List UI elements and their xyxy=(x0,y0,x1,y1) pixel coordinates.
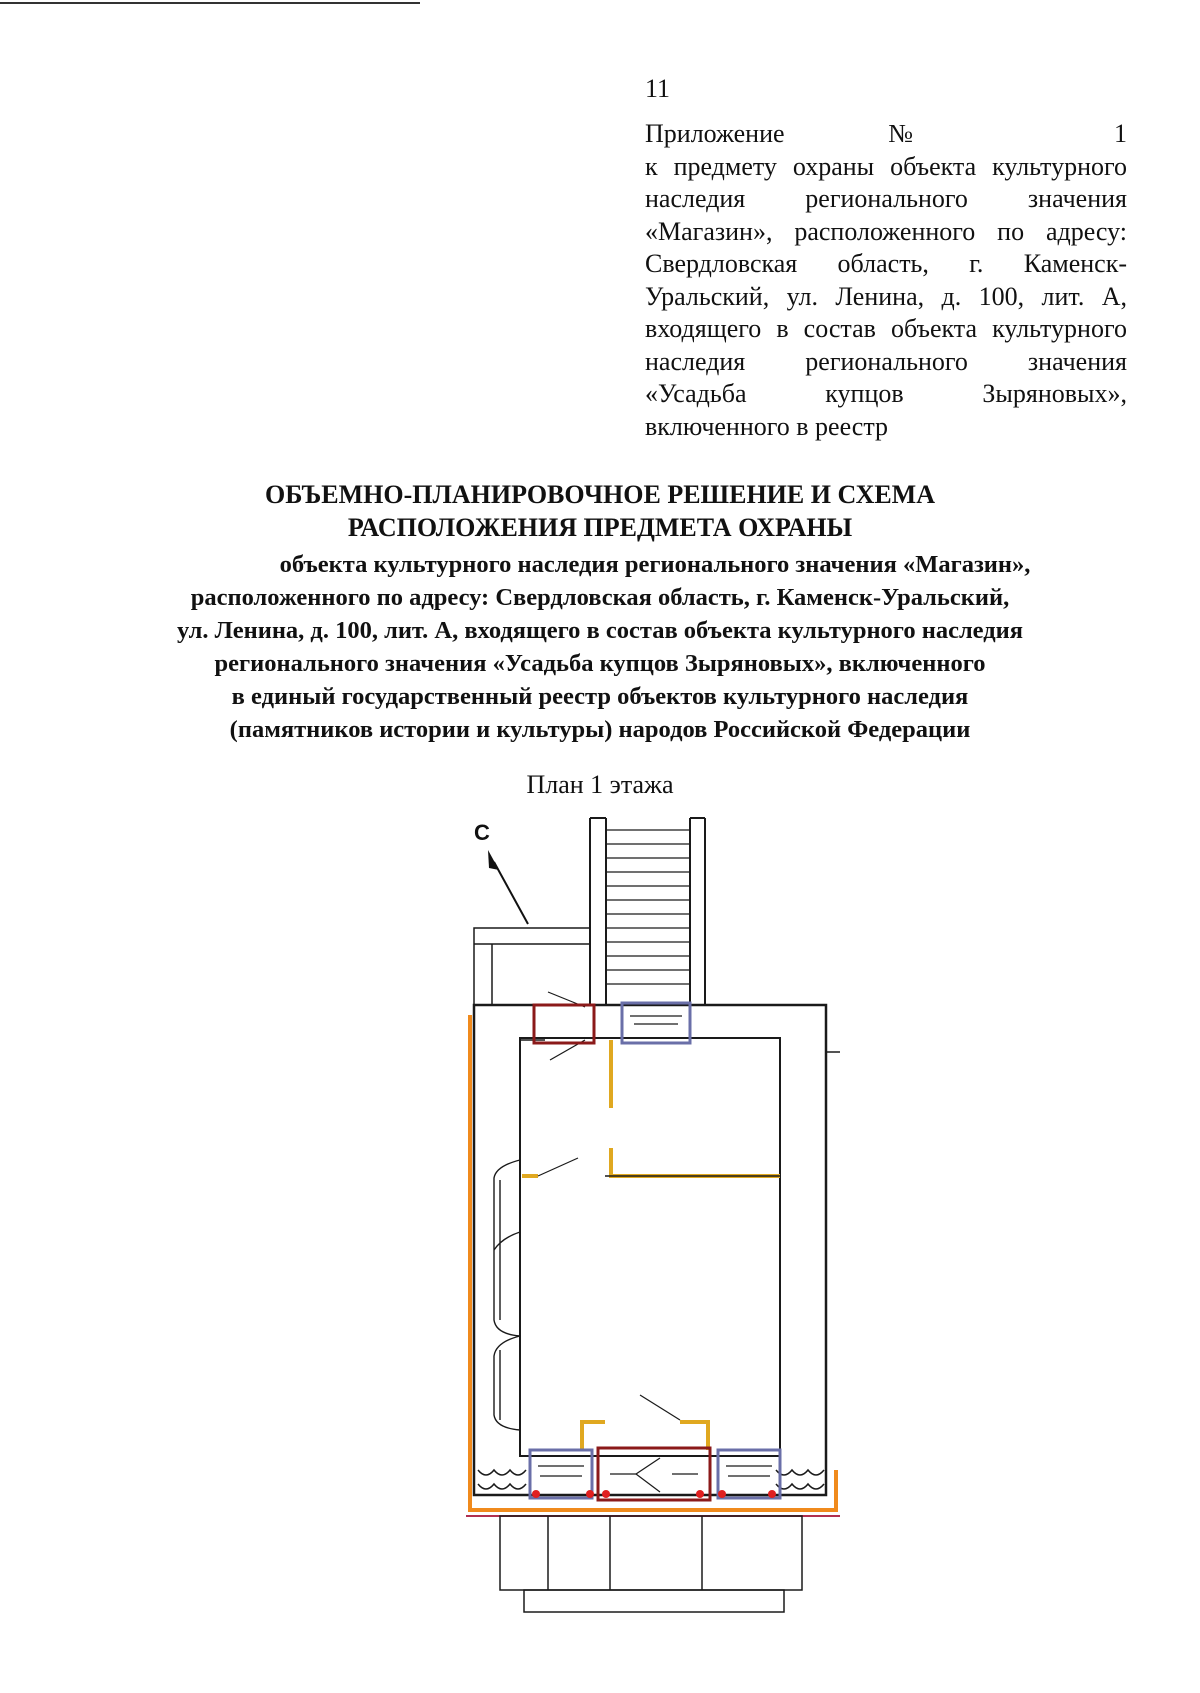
plan-caption: План 1 этажа xyxy=(526,770,674,799)
annex-line: включенного в реестр xyxy=(645,411,889,441)
north-arrow-shaft xyxy=(494,862,528,924)
window-frame-south-left xyxy=(530,1450,592,1498)
subtitle-line: в единый государственный реестр объектов культурного наследия xyxy=(231,683,969,710)
annex-line: Приложение № 1 xyxy=(645,119,1127,148)
title-line: РАСПОЛОЖЕНИЯ ПРЕДМЕТА ОХРАНЫ xyxy=(347,513,853,542)
page-number: 11 xyxy=(645,74,671,103)
inner-wall xyxy=(520,1038,780,1456)
annex-line: Свердловская область, г. Каменск- xyxy=(645,249,1127,278)
staircase xyxy=(590,818,705,1005)
interior-lines xyxy=(520,1040,780,1176)
porch-structure xyxy=(474,928,590,1005)
annex-line: «Усадьба купцов Зыряновых», xyxy=(645,379,1127,408)
subtitle-line: регионального значения «Усадьба купцов Зыряновых», включенного xyxy=(214,650,986,677)
annex-line: наследия регионального значения xyxy=(645,184,1127,213)
lower-porch xyxy=(500,1516,802,1612)
protected-outline xyxy=(470,1015,838,1512)
interior-partitions xyxy=(522,1040,780,1450)
subtitle-line: (памятников истории и культуры) народов Российской Федерации xyxy=(229,716,971,743)
left-window-niches xyxy=(494,1160,520,1430)
south-window-detail xyxy=(538,1458,772,1492)
annex-line: «Магазин», расположенного по адресу: xyxy=(645,216,1127,246)
annex-line: наследия регионального значения xyxy=(645,346,1127,376)
outer-wall xyxy=(474,1005,826,1495)
north-label: С xyxy=(474,820,490,845)
title-line: ОБЪЕМНО-ПЛАНИРОВОЧНОЕ РЕШЕНИЕ И СХЕМА xyxy=(264,480,936,509)
annex-line: к предмету охраны объекта культурного xyxy=(645,151,1127,181)
subtitle-line: ул. Ленина, д. 100, лит. А, входящего в состав объекта культурного наследия xyxy=(176,617,1023,644)
north-window-detail xyxy=(630,1016,682,1024)
subtitle-line: объекта культурного наследия регионального значения «Магазин», xyxy=(279,551,1031,578)
subtitle-line: расположенного по адресу: Свердловская область, г. Каменск-Уральский, xyxy=(190,584,1010,611)
annex-line: Уральский, ул. Ленина, д. 100, лит. А, xyxy=(645,281,1127,311)
annex-line: входящего в состав объекта культурного xyxy=(645,314,1127,343)
